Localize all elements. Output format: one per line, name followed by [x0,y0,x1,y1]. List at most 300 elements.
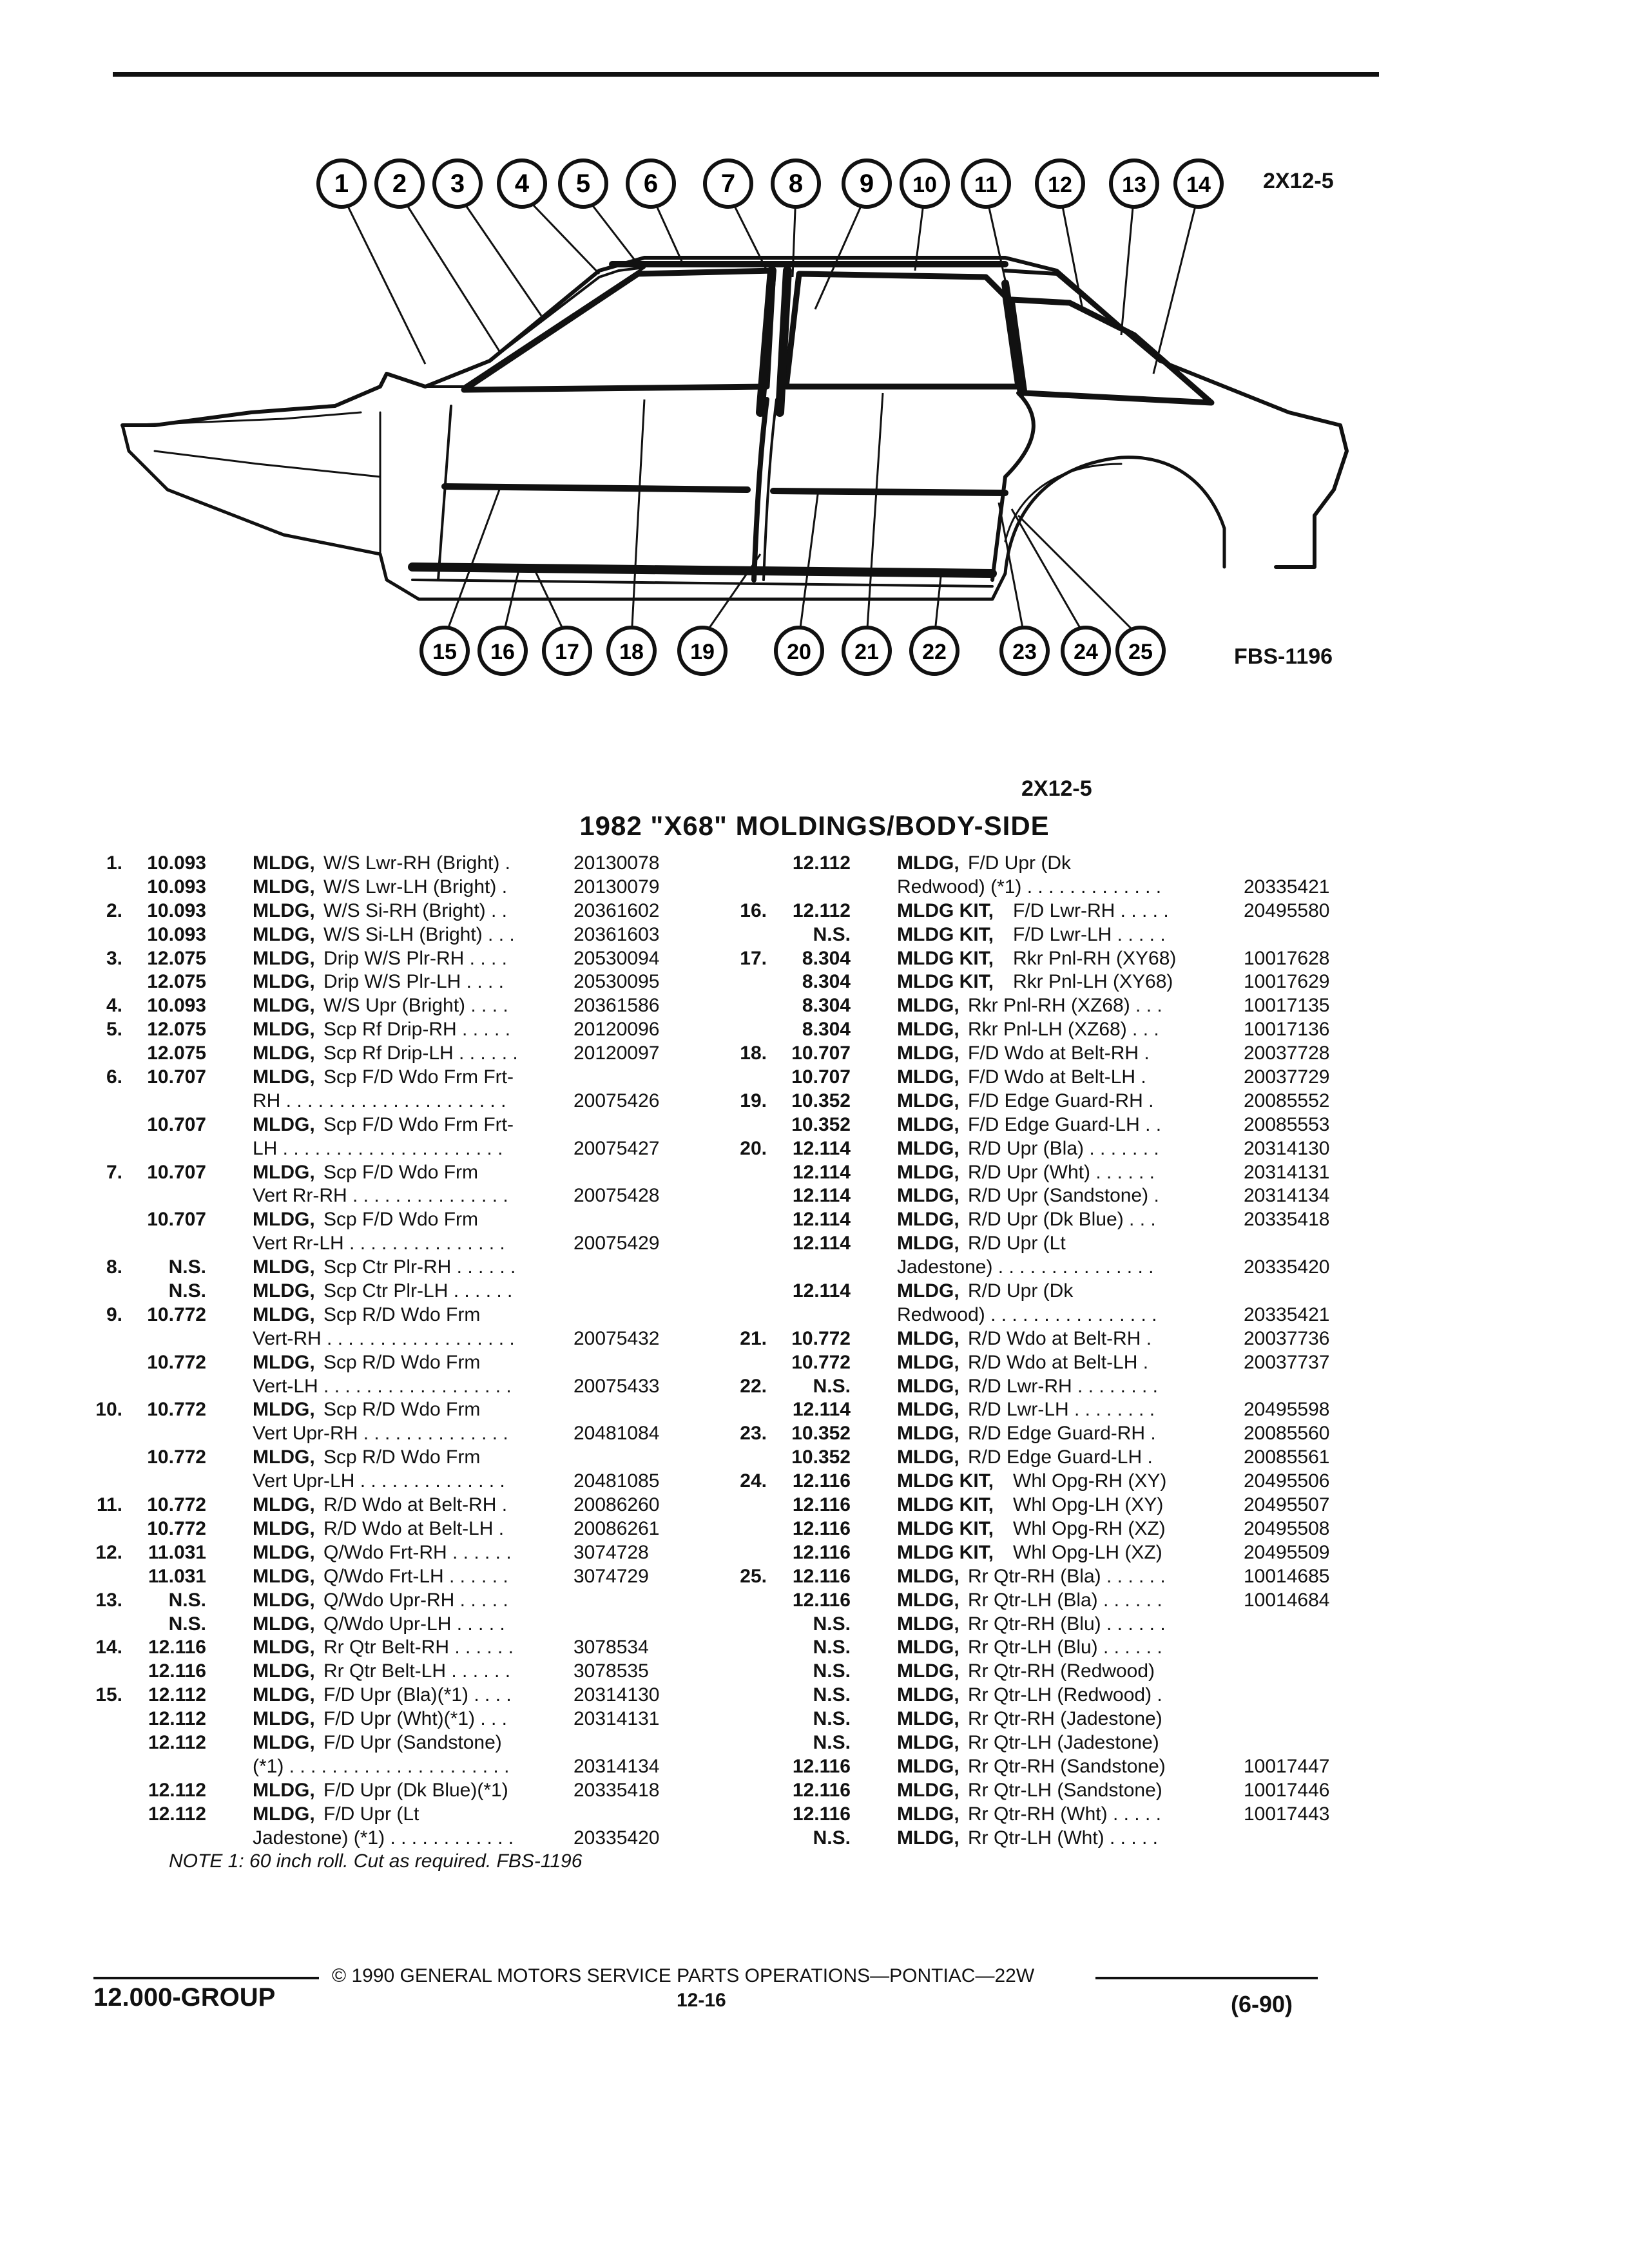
parts-row [77,1375,709,1399]
item-index: 25. [740,1565,767,1587]
parts-row [77,1184,709,1208]
part-description: Vert Upr-RH . . . . . . . . . . . . . . [253,1423,508,1445]
group-number: N.S. [813,923,851,945]
item-index: 16. [740,899,767,921]
group-number: 12.114 [792,1161,851,1183]
part-type: MLDG, [897,1660,959,1682]
parts-row [722,1684,1366,1707]
part-number: 20495507 [1244,1494,1330,1516]
rear-door-window [786,274,1018,387]
parts-row [77,1113,709,1137]
part-type: MLDG, [253,1803,315,1825]
parts-row [722,1707,1366,1731]
parts-row [77,923,709,947]
callout-number-5: 5 [575,169,591,198]
group-number: 8.304 [802,995,851,1017]
group-number: 12.112 [792,852,851,874]
part-description: Scp F/D Wdo Frm [323,1161,479,1183]
part-description: Rkr Pnl-RH (XZ68) . . . [968,995,1162,1017]
group-number: 10.772 [147,1494,206,1516]
part-type: MLDG, [897,1708,959,1730]
part-type: MLDG, [253,1280,315,1302]
group-number: N.S. [168,1589,206,1611]
part-description: Rkr Pnl-RH (XY68) [1013,947,1177,969]
parts-row [722,970,1366,994]
part-number: 20120097 [574,1043,660,1064]
item-index: 23. [740,1423,767,1445]
part-description: Rr Qtr-LH (Blu) . . . . . . [968,1637,1162,1658]
item-index: 13. [95,1589,122,1611]
part-number: 20335418 [574,1779,660,1801]
part-type: MLDG, [897,1613,959,1635]
item-index: 19. [740,1090,767,1111]
parts-row [77,994,709,1018]
part-description: Redwood) (*1) . . . . . . . . . . . . . [897,876,1162,898]
callout-number-23: 23 [1012,640,1037,664]
part-type: MLDG, [253,971,315,993]
parts-row [722,1470,1366,1494]
parts-row [722,1779,1366,1803]
group-number: 8.304 [802,971,851,993]
part-description: Rr Qtr-RH (Bla) . . . . . . [968,1565,1166,1587]
part-description: Q/Wdo Upr-LH . . . . . [323,1613,505,1635]
parts-row [722,1327,1366,1351]
parts-row [77,1327,709,1351]
group-number: N.S. [813,1731,851,1753]
part-description: RH . . . . . . . . . . . . . . . . . . . . . [253,1090,506,1111]
part-number: 20335421 [1244,1303,1330,1325]
part-number: 20495598 [1244,1399,1330,1421]
part-description: Drip W/S Plr-RH . . . . [323,947,507,969]
part-number: 20075433 [574,1375,660,1397]
part-description: R/D Wdo at Belt-LH . [968,1351,1149,1373]
part-type: MLDG, [897,1423,959,1445]
part-number: 20075429 [574,1233,660,1254]
parts-row [77,1018,709,1042]
part-type: MLDG, [897,995,959,1017]
callout-number-25: 25 [1128,640,1153,664]
rocker-molding [412,567,992,573]
part-description: Vert-LH . . . . . . . . . . . . . . . . . . [253,1375,512,1397]
part-description: Drip W/S Plr-LH . . . . [323,971,505,993]
part-number: 20037728 [1244,1043,1330,1064]
parts-row [77,1636,709,1660]
parts-row [77,1066,709,1090]
parts-row [722,1446,1366,1470]
part-description: (*1) . . . . . . . . . . . . . . . . . . . . . [253,1755,510,1777]
part-type: MLDG, [897,1803,959,1825]
part-type: MLDG, [897,1755,959,1777]
group-number: 10.772 [147,1303,206,1325]
part-description: Scp F/D Wdo Frm [323,1209,479,1231]
part-type: MLDG KIT, [897,1517,994,1539]
part-description: Rr Qtr-RH (Sandstone) [968,1755,1166,1777]
part-type: MLDG, [897,1731,959,1753]
part-number: 20085561 [1244,1446,1330,1468]
part-description: F/D Upr (Dk [968,852,1071,874]
part-description: Rr Qtr-RH (Wht) . . . . . [968,1803,1161,1825]
part-description: R/D Lwr-LH . . . . . . . . [968,1399,1155,1421]
parts-row [77,1779,709,1803]
group-number: 10.772 [147,1399,206,1421]
callout-number-14: 14 [1186,173,1211,197]
part-number: 20335420 [1244,1256,1330,1278]
parts-row [722,1018,1366,1042]
part-type: MLDG, [897,1113,959,1135]
part-type: MLDG, [897,1137,959,1159]
parts-row [722,1494,1366,1517]
group-number: 12.114 [792,1209,851,1231]
part-description: Rkr Pnl-LH (XZ68) . . . [968,1019,1159,1041]
part-number: 10017443 [1244,1803,1330,1825]
group-number: N.S. [813,1375,851,1397]
part-type: MLDG, [253,1565,315,1587]
parts-row [722,1090,1366,1113]
item-index: 12. [95,1541,122,1563]
part-description: Rr Qtr-RH (Blu) . . . . . . [968,1613,1166,1635]
group-number: 10.093 [147,995,206,1017]
parts-row [77,1803,709,1827]
part-type: MLDG, [897,1399,959,1421]
front-door-window [464,271,773,390]
parts-row [722,1731,1366,1755]
part-description: F/D Upr (Dk Blue)(*1) [323,1779,508,1801]
parts-row [722,1613,1366,1637]
part-description: W/S Si-RH (Bright) . . [323,899,508,921]
car-body-outline [122,258,1347,567]
part-number: 20495580 [1244,899,1330,921]
callout-number-18: 18 [619,640,644,664]
group-number: 12.116 [792,1494,851,1516]
item-index: 8. [106,1256,122,1278]
part-description: R/D Wdo at Belt-RH . [323,1494,508,1516]
parts-row [722,899,1366,923]
parts-row [722,1755,1366,1779]
part-description: R/D Upr (Bla) . . . . . . . [968,1137,1159,1159]
parts-row [722,1303,1366,1327]
part-type: MLDG, [253,1731,315,1753]
part-number: 10017629 [1244,971,1330,993]
group-number: 12.116 [792,1541,851,1563]
part-type: MLDG KIT, [897,899,994,921]
part-type: MLDG, [897,1589,959,1611]
part-number: 20495506 [1244,1470,1330,1492]
parts-row [722,1351,1366,1375]
part-description: Scp Ctr Plr-LH . . . . . . [323,1280,513,1302]
part-number: 20130079 [574,876,660,898]
part-type: MLDG, [897,1066,959,1088]
item-index: 7. [106,1161,122,1183]
part-type: MLDG KIT, [897,947,994,969]
part-type: MLDG, [253,1066,315,1088]
part-description: W/S Upr (Bright) . . . . [323,995,508,1017]
group-number: 10.707 [147,1113,206,1135]
group-number: 12.114 [792,1185,851,1207]
diagram-figure-code: FBS-1196 [1234,644,1333,669]
diagram-code-mid: 2X12-5 [1021,776,1092,801]
group-number: 10.352 [791,1090,851,1111]
part-description: Q/Wdo Frt-RH . . . . . . [323,1541,512,1563]
part-number: 20314131 [574,1708,660,1730]
part-type: MLDG, [253,1351,315,1373]
item-index: 17. [740,947,767,969]
part-number: 20075432 [574,1327,660,1349]
item-index: 21. [740,1327,767,1349]
parts-row [77,1827,709,1850]
part-type: MLDG KIT, [897,1541,994,1563]
part-number: 3078534 [574,1637,649,1658]
parts-row [77,1256,709,1280]
part-type: MLDG, [253,1613,315,1635]
item-index: 24. [740,1470,767,1492]
part-type: MLDG, [253,1303,315,1325]
callout-number-10: 10 [912,173,937,197]
page-title: 1982 "X68" MOLDINGS/BODY-SIDE [579,811,1050,841]
parts-row [77,852,709,876]
callout-number-17: 17 [555,640,579,664]
part-description: R/D Upr (Wht) . . . . . . [968,1161,1155,1183]
callout-number-21: 21 [854,640,879,664]
group-number: 10.772 [147,1517,206,1539]
callout-number-24: 24 [1074,640,1098,664]
part-description: Scp Ctr Plr-RH . . . . . . [323,1256,516,1278]
footnote: NOTE 1: 60 inch roll. Cut as required. FBS-1196 [169,1850,583,1872]
parts-row [77,947,709,971]
group-number: 11.031 [148,1565,206,1587]
part-type: MLDG, [897,1827,959,1849]
parts-row [722,1232,1366,1256]
callout-number-2: 2 [392,169,407,198]
part-number: 20361603 [574,923,660,945]
group-number: 10.093 [147,876,206,898]
part-number: 20086260 [574,1494,660,1516]
copyright: © 1990 GENERAL MOTORS SERVICE PARTS OPERATIONS—PONTIAC—22W [332,1965,1035,1986]
part-description: F/D Wdo at Belt-LH . [968,1066,1146,1088]
group-number: N.S. [813,1708,851,1730]
revision-date: (6-90) [1231,1991,1293,2017]
part-number: 20314131 [1244,1161,1330,1183]
parts-row [77,1517,709,1541]
part-number: 20075426 [574,1090,660,1111]
part-type: MLDG, [253,1517,315,1539]
part-number: 20130078 [574,852,660,874]
part-number: 3078535 [574,1660,649,1682]
group-number: N.S. [813,1637,851,1658]
part-type: MLDG, [253,1494,315,1516]
part-type: MLDG, [253,1684,315,1706]
part-type: MLDG, [253,1399,315,1421]
item-index: 14. [95,1637,122,1658]
part-number: 20086261 [574,1517,660,1539]
quarter-window [1012,300,1211,403]
part-type: MLDG, [253,1779,315,1801]
part-type: MLDG, [897,852,959,874]
part-description: Rr Qtr-LH (Redwood) . [968,1684,1162,1706]
group-number: 10.093 [147,852,206,874]
parts-row [77,876,709,899]
callout-number-11: 11 [974,173,998,197]
part-description: Scp Rf Drip-LH . . . . . . [323,1043,518,1064]
parts-row [77,1613,709,1637]
part-type: MLDG, [897,1351,959,1373]
part-number: 20037737 [1244,1351,1330,1373]
group-number: 12.116 [792,1803,851,1825]
group-number: N.S. [813,1613,851,1635]
part-type: MLDG, [253,1637,315,1658]
parts-row [77,1707,709,1731]
part-type: MLDG, [897,1090,959,1111]
parts-row [722,1161,1366,1185]
group-number: 12.116 [792,1589,851,1611]
parts-row [722,1517,1366,1541]
callout-number-12: 12 [1048,173,1072,197]
group-number: 10.707 [791,1043,851,1064]
callout-number-8: 8 [788,169,804,198]
group-number: 12.112 [148,1684,206,1706]
part-type: MLDG, [253,1256,315,1278]
part-description: Rr Qtr-RH (Jadestone) [968,1708,1162,1730]
part-type: MLDG, [897,1280,959,1302]
group-number: 12.112 [148,1779,206,1801]
callout-number-4: 4 [514,169,530,198]
part-description: Q/Wdo Upr-RH . . . . . [323,1589,508,1611]
group-number: N.S. [813,1660,851,1682]
part-type: MLDG, [253,1113,315,1135]
parts-row [77,1422,709,1446]
part-number: 20085553 [1244,1113,1330,1135]
parts-row [722,1042,1366,1066]
group-number: 8.304 [802,1019,851,1041]
part-number: 20085560 [1244,1423,1330,1445]
part-description: F/D Edge Guard-LH . . [968,1113,1162,1135]
part-description: Jadestone) . . . . . . . . . . . . . . . [897,1256,1154,1278]
item-index: 10. [95,1399,122,1421]
part-number: 20314130 [574,1684,660,1706]
parts-row [722,1422,1366,1446]
part-type: MLDG, [253,1446,315,1468]
part-description: Scp Rf Drip-RH . . . . . [323,1019,511,1041]
part-number: 20495509 [1244,1541,1330,1563]
part-number: 20075428 [574,1185,660,1207]
group-number: 12.112 [148,1731,206,1753]
parts-row [77,1660,709,1684]
part-type: MLDG, [253,923,315,945]
rear-door-side-molding [773,491,1005,493]
group-number: 10.093 [147,899,206,921]
part-description: Scp R/D Wdo Frm [323,1446,481,1468]
part-type: MLDG, [897,1684,959,1706]
part-number: 20037736 [1244,1327,1330,1349]
part-number: 20314134 [1244,1185,1330,1207]
part-description: F/D Lwr-RH . . . . . [1013,899,1169,921]
parts-row [722,1184,1366,1208]
part-description: Scp F/D Wdo Frm Frt- [323,1113,514,1135]
part-type: MLDG, [253,852,315,874]
part-number: 3074728 [574,1541,649,1563]
group-label: 12.000-GROUP [93,1983,276,2012]
parts-row [77,899,709,923]
part-description: F/D Upr (Sandstone) [323,1731,502,1753]
group-number: 12.112 [148,1803,206,1825]
part-description: Jadestone) (*1) . . . . . . . . . . . . [253,1827,514,1849]
parts-row [722,1803,1366,1827]
page-number: 12-16 [677,1990,726,2011]
item-index: 2. [106,899,122,921]
part-description: Scp R/D Wdo Frm [323,1303,481,1325]
part-description: Whl Opg-LH (XY) [1013,1494,1164,1516]
parts-row [722,1208,1366,1232]
item-index: 9. [106,1303,122,1325]
group-number: 11.031 [148,1541,206,1563]
part-type: MLDG, [897,1637,959,1658]
item-index: 5. [106,1019,122,1041]
group-number: 12.116 [792,1517,851,1539]
group-number: 12.075 [147,1043,206,1064]
parts-row [77,1042,709,1066]
part-type: MLDG, [253,876,315,898]
part-type: MLDG, [897,1375,959,1397]
part-type: MLDG, [253,1708,315,1730]
part-description: W/S Lwr-LH (Bright) . [323,876,508,898]
footer-rule-right [1095,1977,1318,1979]
part-type: MLDG KIT, [897,971,994,993]
parts-row [77,1470,709,1494]
part-number: 20120096 [574,1019,660,1041]
group-number: 10.352 [791,1446,851,1468]
callout-number-22: 22 [922,640,947,664]
part-number: 10017628 [1244,947,1330,969]
group-number: 12.116 [148,1637,206,1658]
part-description: R/D Upr (Dk Blue) . . . [968,1209,1156,1231]
parts-row [77,1232,709,1256]
group-number: 12.116 [792,1755,851,1777]
part-description: Rr Qtr-LH (Wht) . . . . . [968,1827,1158,1849]
part-number: 10014684 [1244,1589,1330,1611]
part-number: 20314130 [1244,1137,1330,1159]
group-number: 12.114 [792,1137,851,1159]
part-number: 20530094 [574,947,660,969]
parts-row [77,1303,709,1327]
part-number: 20335421 [1244,876,1330,898]
part-description: Scp F/D Wdo Frm Frt- [323,1066,514,1088]
item-index: 1. [106,852,122,874]
group-number: 12.114 [792,1280,851,1302]
part-type: MLDG, [897,1043,959,1064]
parts-row [77,1589,709,1613]
part-description: Rr Qtr Belt-RH . . . . . . [323,1637,514,1658]
part-type: MLDG, [253,995,315,1017]
parts-row [722,1137,1366,1161]
group-number: N.S. [168,1280,206,1302]
part-description: F/D Edge Guard-RH . [968,1090,1154,1111]
callout-number-13: 13 [1122,173,1146,197]
group-number: 10.772 [791,1327,851,1349]
parts-row [722,1827,1366,1850]
parts-row [722,1066,1366,1090]
parts-row [722,994,1366,1018]
part-type: MLDG, [253,1161,315,1183]
part-description: R/D Upr (Lt [968,1233,1066,1254]
rear-door-rear-edge [992,393,1034,580]
part-type: MLDG, [897,1565,959,1587]
group-number: 10.707 [147,1161,206,1183]
part-description: R/D Edge Guard-RH . [968,1423,1156,1445]
part-type: MLDG, [897,1779,959,1801]
part-number: 20314134 [574,1755,660,1777]
part-description: Rr Qtr-LH (Bla) . . . . . . [968,1589,1162,1611]
group-number: N.S. [168,1613,206,1635]
part-type: MLDG, [897,1209,959,1231]
